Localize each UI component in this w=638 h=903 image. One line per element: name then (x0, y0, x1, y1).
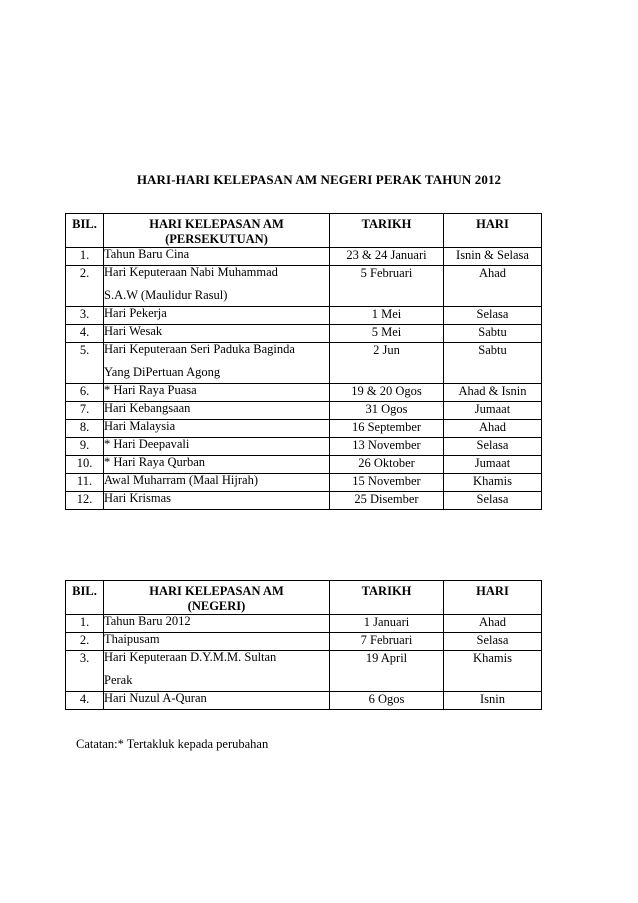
header-name-line2: (PERSEKUTUAN) (165, 232, 268, 246)
table-row (66, 692, 542, 710)
header-name-line1: HARI KELEPASAN AM (149, 584, 284, 598)
page-title: HARI-HARI KELEPASAN AM NEGERI PERAK TAHUN 2012 (136, 172, 502, 187)
cell-date: 13 November (330, 438, 444, 456)
header-date: TARIKH (330, 214, 444, 248)
cell-holiday-name (104, 307, 330, 325)
table-row (66, 438, 542, 456)
cell-bil: 5. (66, 343, 104, 384)
cell-day: Sabtu (444, 325, 542, 343)
holiday-name: Tahun Baru 2012 (104, 614, 191, 628)
table-header-row (66, 214, 542, 248)
cell-bil: 3. (66, 307, 104, 325)
cell-holiday-name (104, 651, 330, 692)
cell-day: Isnin & Selasa (444, 248, 542, 266)
cell-bil: 12. (66, 492, 104, 510)
cell-day: Ahad (444, 266, 542, 307)
cell-day: Sabtu (444, 343, 542, 384)
holiday-name: * Hari Deepavali (104, 437, 190, 451)
holiday-name: Hari Malaysia (104, 419, 176, 433)
table-row (66, 420, 542, 438)
cell-holiday-name (104, 343, 330, 384)
holiday-name: Hari Krismas (104, 491, 171, 505)
cell-date: 25 Disember (330, 492, 444, 510)
cell-bil: 3. (66, 651, 104, 692)
holiday-name: Hari Nuzul A-Quran (104, 691, 207, 705)
cell-date: 19 April (330, 651, 444, 692)
cell-bil: 6. (66, 384, 104, 402)
holiday-name: Awal Muharram (Maal Hijrah) (104, 473, 259, 487)
cell-date: 5 Mei (330, 325, 444, 343)
cell-day: Ahad & Isnin (444, 384, 542, 402)
table-row (66, 266, 542, 307)
cell-holiday-name (104, 325, 330, 343)
state-holidays-table (65, 580, 542, 710)
cell-bil: 10. (66, 456, 104, 474)
cell-holiday-name (104, 456, 330, 474)
cell-day: Selasa (444, 438, 542, 456)
cell-day: Selasa (444, 492, 542, 510)
cell-bil: 4. (66, 692, 104, 710)
table-row (66, 633, 542, 651)
cell-bil: 8. (66, 420, 104, 438)
header-day: HARI (444, 581, 542, 615)
cell-day: Isnin (444, 692, 542, 710)
holiday-name: Hari Wesak (104, 324, 163, 338)
header-bil: BIL. (66, 214, 104, 248)
cell-day: Khamis (444, 474, 542, 492)
cell-date: 2 Jun (330, 343, 444, 384)
table-header-row (66, 581, 542, 615)
cell-day: Ahad (444, 615, 542, 633)
header-name-line1: HARI KELEPASAN AM (149, 217, 284, 231)
cell-date: 5 Februari (330, 266, 444, 307)
cell-bil: 2. (66, 266, 104, 307)
cell-date: 26 Oktober (330, 456, 444, 474)
cell-day: Selasa (444, 307, 542, 325)
cell-holiday-name (104, 384, 330, 402)
holiday-name: Hari Kebangsaan (104, 401, 191, 415)
cell-day: Khamis (444, 651, 542, 692)
cell-date: 31 Ogos (330, 402, 444, 420)
cell-bil: 11. (66, 474, 104, 492)
holiday-name: Thaipusam (104, 632, 160, 646)
holiday-name-continued: S.A.W (Maulidur Rasul) (104, 288, 228, 302)
cell-holiday-name (104, 615, 330, 633)
holiday-name: Hari Keputeraan Seri Paduka Baginda (104, 342, 295, 356)
holiday-name-continued: Perak (104, 673, 133, 687)
cell-date: 16 September (330, 420, 444, 438)
cell-bil: 1. (66, 615, 104, 633)
cell-holiday-name (104, 402, 330, 420)
table-row (66, 456, 542, 474)
cell-holiday-name (104, 633, 330, 651)
federal-holidays-table (65, 213, 542, 510)
cell-day: Selasa (444, 633, 542, 651)
cell-holiday-name (104, 438, 330, 456)
cell-date: 1 Mei (330, 307, 444, 325)
table-row (66, 325, 542, 343)
header-bil: BIL. (66, 581, 104, 615)
table-row (66, 492, 542, 510)
header-date: TARIKH (330, 581, 444, 615)
cell-date: 6 Ogos (330, 692, 444, 710)
header-day: HARI (444, 214, 542, 248)
header-name (104, 581, 330, 615)
holiday-name: Hari Keputeraan Nabi Muhammad (104, 265, 278, 279)
cell-day: Jumaat (444, 402, 542, 420)
cell-holiday-name (104, 492, 330, 510)
holiday-name: Tahun Baru Cina (104, 247, 190, 261)
table-row (66, 307, 542, 325)
table-row (66, 651, 542, 692)
holiday-name: * Hari Raya Puasa (104, 383, 197, 397)
holiday-name: Hari Keputeraan D.Y.M.M. Sultan (104, 650, 277, 664)
cell-date: 15 November (330, 474, 444, 492)
cell-holiday-name (104, 692, 330, 710)
cell-holiday-name (104, 248, 330, 266)
cell-bil: 1. (66, 248, 104, 266)
cell-holiday-name (104, 420, 330, 438)
cell-date: 1 Januari (330, 615, 444, 633)
header-name-line2: (NEGERI) (187, 599, 246, 613)
cell-day: Ahad (444, 420, 542, 438)
table-row (66, 615, 542, 633)
cell-holiday-name (104, 474, 330, 492)
cell-bil: 9. (66, 438, 104, 456)
cell-day: Jumaat (444, 456, 542, 474)
header-name (104, 214, 330, 248)
table-row (66, 343, 542, 384)
table-row (66, 402, 542, 420)
holiday-name: Hari Pekerja (104, 306, 167, 320)
cell-date: 23 & 24 Januari (330, 248, 444, 266)
table-row (66, 384, 542, 402)
table-row (66, 474, 542, 492)
holiday-name-continued: Yang DiPertuan Agong (104, 365, 221, 379)
cell-holiday-name (104, 266, 330, 307)
cell-bil: 2. (66, 633, 104, 651)
table-row (66, 248, 542, 266)
cell-bil: 4. (66, 325, 104, 343)
cell-bil: 7. (66, 402, 104, 420)
footnote: Catatan:* Tertakluk kepada perubahan (76, 737, 269, 751)
cell-date: 7 Februari (330, 633, 444, 651)
holiday-name: * Hari Raya Qurban (104, 455, 206, 469)
cell-date: 19 & 20 Ogos (330, 384, 444, 402)
